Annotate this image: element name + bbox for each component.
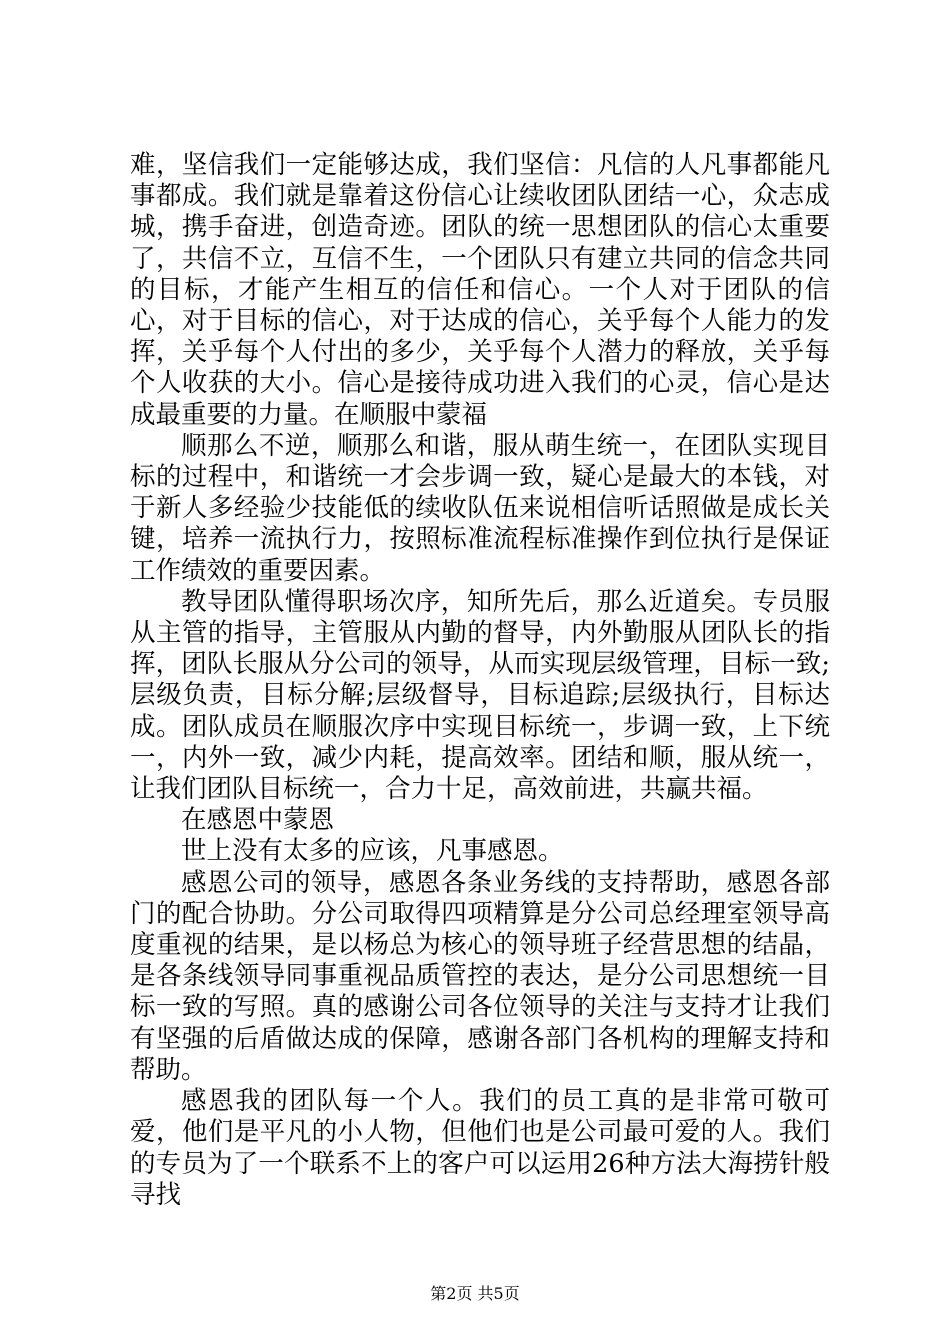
page-number-footer: 第2页 共5页 bbox=[430, 1284, 520, 1303]
paragraph-5: 世上没有太多的应该，凡事感恩。 bbox=[181, 836, 564, 867]
paragraph-1: 难，坚信我们一定能够达成，我们坚信：凡信的人凡事都能凡事都成。我们就是靠着这份信心让续收团队团结一心，众志成城，携手奋进，创造奇迹。团队的统一思想团队的信心太重要了，共信不立，互信不生，一个团队只有建立共同的信念共同的目标，才能产生相互的信任和信心。一个人对于团队的信心，对于目标的信心，对于达成的信心，关乎每个人能力的发挥，关乎每个人付出的多少，关乎每个人潜力的释放，关乎每个人收获的大小。信心是接待成功进入我们的心灵，信心是达成最重要的力量。在顺服中蒙福 bbox=[130, 150, 830, 430]
paragraph-7: 感恩我的团队每一个人。我们的员工真的是非常可敬可爱，他们是平凡的小人物，但他们也是公司最可爱的人。我们的专员为了一个联系不上的客户可以运用26种方法大海捞针般寻找 bbox=[130, 1086, 830, 1210]
paragraph-3: 教导团队懂得职场次序，知所先后，那么近道矣。专员服从主管的指导，主管服从内勤的督导，内外勤服从团队长的指挥，团队长服从分公司的领导，从而实现层级管理，目标一致;层级负责，目标分解;层级督导，目标追踪;层级执行，目标达成。团队成员在顺服次序中实现目标统一，步调一致，上下统一，内外一致，减少内耗，提高效率。团结和顺，服从统一，让我们团队目标统一，合力十足，高效前进，共赢共福。 bbox=[130, 586, 830, 805]
document-body bbox=[130, 150, 830, 1211]
section-heading-gratitude: 在感恩中蒙恩 bbox=[181, 805, 335, 836]
paragraph-2: 顺那么不逆，顺那么和谐，服从萌生统一，在团队实现目标的过程中，和谐统一才会步调一致，疑心是最大的本钱，对于新人多经验少技能低的续收队伍来说相信听话照做是成长关键，培养一流执行力，按照标准流程标准操作到位执行是保证工作绩效的重要因素。 bbox=[130, 430, 830, 586]
paragraph-6: 感恩公司的领导，感恩各条业务线的支持帮助，感恩各部门的配合协助。分公司取得四项精算是分公司总经理室领导高度重视的结果，是以杨总为核心的领导班子经营思想的结晶，是各条线领导同事重视品质管控的表达，是分公司思想统一目标一致的写照。真的感谢公司各位领导的关注与支持才让我们有坚强的后盾做达成的保障，感谢各部门各机构的理解支持和帮助。 bbox=[130, 867, 830, 1085]
